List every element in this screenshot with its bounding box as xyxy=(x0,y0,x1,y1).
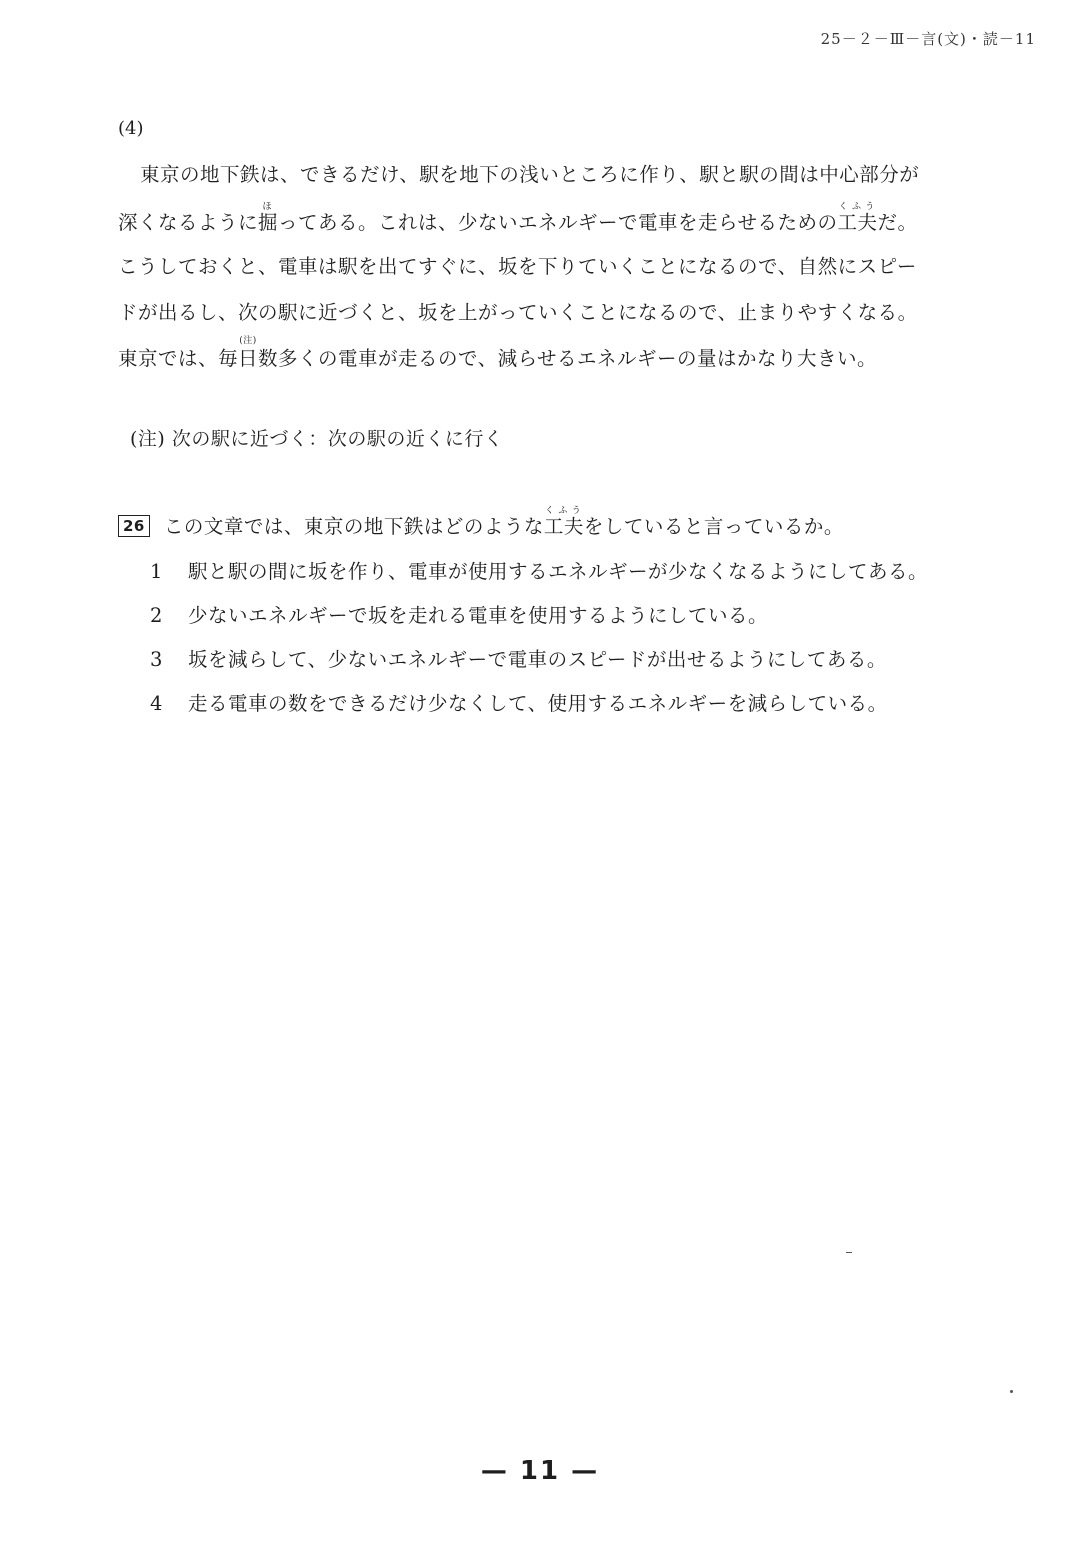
passage-line: こうしておくと、電車は駅を出てすぐに、坂を下りていくことになるので、自然にスピー xyxy=(118,255,917,278)
option-text: 駅と駅の間に坂を作り、電車が使用するエネルギーが少なくなるようにしてある。 xyxy=(188,560,929,583)
footnote: (注) 次の駅に近づく：次の駅の近くに行く xyxy=(130,428,504,450)
passage-text: ってある。これは、少ないエネルギーで電車を走らせるための xyxy=(278,211,838,234)
question-stem xyxy=(118,506,978,550)
note-marker: (注) xyxy=(239,336,257,346)
passage-line xyxy=(118,294,958,346)
furigana-word xyxy=(543,506,584,538)
option-text: 走る電車の数をできるだけ少なくして、使用するエネルギーを減らしている。 xyxy=(188,692,888,715)
answer-option[interactable] xyxy=(118,552,978,596)
page-number: — 11 — xyxy=(480,1456,600,1486)
option-text: 少ないエネルギーで坂を走れる電車を使用するようにしている。 xyxy=(188,604,769,627)
furigana-reading: くふう xyxy=(837,202,878,212)
option-text: 坂を減らして、少ないエネルギーで電車のスピードが出せるようにしてある。 xyxy=(188,648,887,671)
passage-text: 深くなるように xyxy=(118,211,259,234)
furigana-word xyxy=(258,202,279,234)
answer-option[interactable] xyxy=(118,640,978,684)
question-text: この文章では、東京の地下鉄はどのような xyxy=(163,515,544,538)
annotated-word xyxy=(238,294,259,346)
question-block xyxy=(118,506,978,728)
furigana-reading: くふう xyxy=(543,506,584,516)
passage-line: 東京では、毎日数多くの電車が走るので、減らせるエネルギーの量はかなり大きい。 xyxy=(118,347,878,370)
section-label: (4) xyxy=(118,118,144,139)
page-code: 25－２－Ⅲ－言(文)・読－11 xyxy=(820,30,1036,48)
answer-option[interactable] xyxy=(118,684,978,728)
answer-options xyxy=(118,552,978,728)
scan-speck xyxy=(1010,1390,1013,1393)
scan-speck xyxy=(846,1252,852,1253)
option-number: 4 xyxy=(150,692,163,715)
option-number: 3 xyxy=(150,648,163,671)
furigana-base: 掘 xyxy=(258,211,279,234)
passage-line xyxy=(118,202,958,248)
option-number: 2 xyxy=(150,604,163,627)
option-number: 1 xyxy=(150,560,163,583)
furigana-word xyxy=(837,202,878,234)
passage-text: の駅に近づくと、坂を上がっていくことになるので、止まりやすくなる。 xyxy=(258,301,918,324)
answer-option[interactable] xyxy=(118,596,978,640)
furigana-base: 工夫 xyxy=(837,211,878,234)
furigana-base: 工夫 xyxy=(543,515,584,538)
reading-passage xyxy=(118,156,958,386)
passage-text: ドが出るし、 xyxy=(118,301,239,324)
passage-text: だ。 xyxy=(877,211,918,234)
annotated-word-text: 次 xyxy=(238,301,259,324)
passage-line: 東京の地下鉄は、できるだけ、駅を地下の浅いところに作り、駅と駅の間は中心部分が xyxy=(140,163,920,186)
question-number: 26 xyxy=(118,515,150,537)
furigana-reading: ほ xyxy=(258,202,279,212)
question-text: をしていると言っているか。 xyxy=(583,515,844,538)
